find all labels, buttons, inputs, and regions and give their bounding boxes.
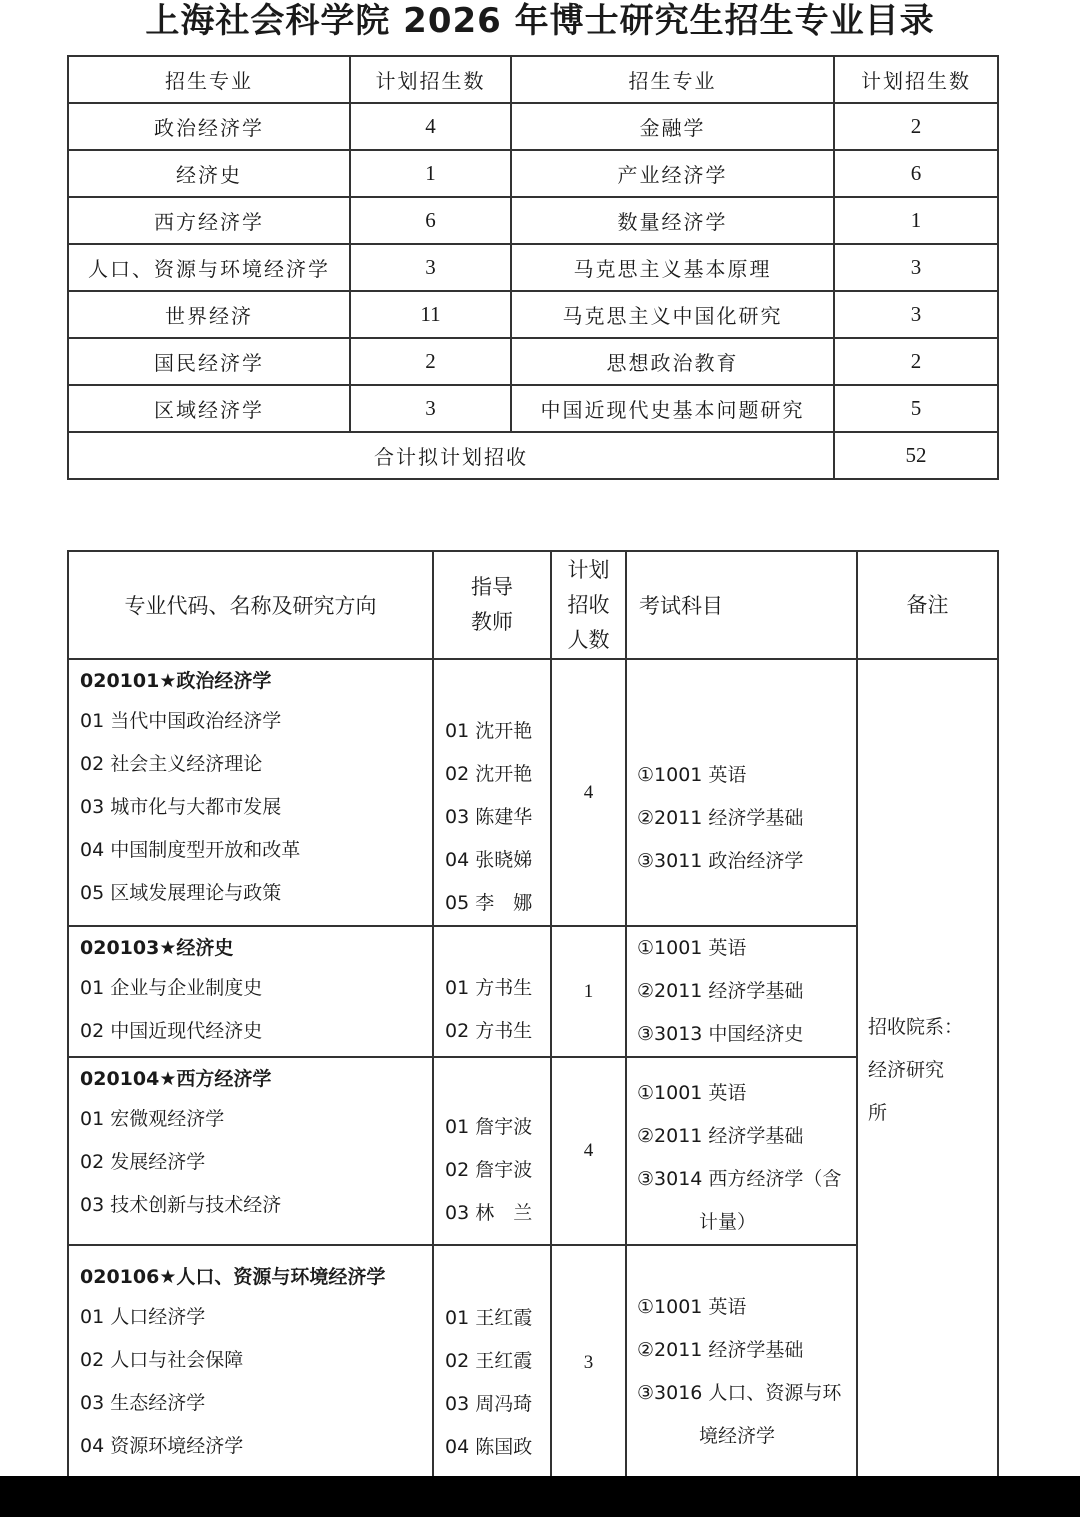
summary-header-row [68,56,998,103]
direction-item: 02 中国近现代经济史 [80,1020,263,1042]
advisor-item: 01 方书生 [445,977,533,999]
major-name: 产业经济学 [511,150,834,197]
section-row [68,659,998,926]
direction-item: 02 社会主义经济理论 [80,753,263,775]
major-name: 政治经济学 [68,103,350,150]
major-cell [68,1057,433,1245]
plan-count-cell: 4 [551,1057,626,1245]
summary-row [68,291,998,338]
plan-count: 2 [834,338,998,385]
exam-cell [626,659,857,926]
summary-row [68,244,998,291]
exam-item: ③3011 政治经济学 [637,850,804,872]
plan-count: 1 [834,197,998,244]
exam-cell [626,926,857,1057]
direction-item: 03 生态经济学 [80,1392,206,1414]
advisor-item: 02 王红霞 [445,1350,533,1372]
section-title: 020106★人口、资源与环境经济学 [80,1266,386,1288]
major-name: 西方经济学 [68,197,350,244]
advisor-item: 02 詹宇波 [445,1159,533,1181]
advisor-cell [433,1245,551,1481]
plan-count: 3 [834,244,998,291]
exam-item: ②2011 经济学基础 [637,1125,804,1147]
advisor-item: 04 张晓娣 [445,849,533,871]
advisor-cell [433,1057,551,1245]
section-title: 020103★经济史 [80,937,234,959]
direction-item: 01 当代中国政治经济学 [80,710,282,732]
plan-count: 5 [834,385,998,432]
summary-row [68,103,998,150]
direction-item: 02 发展经济学 [80,1151,206,1173]
exam-item: 计量） [699,1211,757,1233]
major-name: 金融学 [511,103,834,150]
major-name: 马克思主义中国化研究 [511,291,834,338]
major-name: 国民经济学 [68,338,350,385]
plan-count: 3 [350,385,511,432]
major-header: 专业代码、名称及研究方向 [68,551,433,659]
plan-count-cell: 1 [551,926,626,1057]
plan-count: 2 [350,338,511,385]
plan-count: 6 [350,197,511,244]
major-name: 马克思主义基本原理 [511,244,834,291]
advisor-item: 02 方书生 [445,1020,533,1042]
plan-header-line: 招收 [567,592,610,617]
plan-count: 3 [834,291,998,338]
section-title: 020104★西方经济学 [80,1068,272,1090]
exam-item: 境经济学 [699,1425,776,1447]
major-name: 数量经济学 [511,197,834,244]
advisor-item: 02 沈开艳 [445,763,533,785]
advisor-item: 05 李 娜 [445,892,533,914]
major-cell [68,1245,433,1481]
plan-count: 11 [350,291,511,338]
remark-line: 经济研究 [868,1058,945,1081]
major-name: 人口、资源与环境经济学 [68,244,350,291]
plan-count-cell: 4 [551,659,626,926]
exam-item: ①1001 英语 [637,937,747,959]
exam-item: ①1001 英语 [637,1296,747,1318]
advisor-item: 01 詹宇波 [445,1116,533,1138]
exam-item: ②2011 经济学基础 [637,1339,804,1361]
remark-cell [857,659,998,1481]
advisor-cell [433,659,551,926]
exam-item: ③3013 中国经济史 [637,1023,804,1045]
advisor-header-line: 指导 [471,575,513,599]
exam-item: ③3016 人口、资源与环 [637,1382,842,1404]
advisor-header [433,551,551,659]
total-label: 合计拟计划招收 [68,432,834,479]
exam-cell [626,1057,857,1245]
plan-count: 4 [350,103,511,150]
exam-item: ②2011 经济学基础 [637,980,804,1002]
advisor-cell [433,926,551,1057]
summary-header: 招生专业 [511,56,834,103]
detail-header-row [68,551,998,659]
summary-header: 招生专业 [68,56,350,103]
direction-item: 01 企业与企业制度史 [80,977,263,999]
summary-table [67,55,999,480]
summary-row [68,385,998,432]
plan-count-cell: 3 [551,1245,626,1481]
direction-item: 05 区域发展理论与政策 [80,882,282,904]
direction-item: 04 资源环境经济学 [80,1435,244,1457]
bottom-bar [0,1476,1080,1517]
plan-count: 2 [834,103,998,150]
detail-table [67,550,999,1482]
summary-row [68,197,998,244]
major-name: 中国近现代史基本问题研究 [511,385,834,432]
direction-item: 03 城市化与大都市发展 [80,796,282,818]
advisor-item: 03 周冯琦 [445,1393,533,1415]
advisor-item: 01 王红霞 [445,1307,533,1329]
direction-item: 04 中国制度型开放和改革 [80,839,301,861]
direction-item: 01 宏微观经济学 [80,1108,225,1130]
summary-header: 计划招生数 [834,56,998,103]
page-title: 上海社会科学院 2026 年博士研究生招生专业目录 [145,1,935,41]
plan-header-line: 人数 [567,627,610,652]
advisor-item: 01 沈开艳 [445,720,533,742]
major-name: 区域经济学 [68,385,350,432]
advisor-header-line: 教师 [471,610,513,634]
direction-item: 02 人口与社会保障 [80,1349,244,1371]
exam-item: ①1001 英语 [637,1082,747,1104]
remark-header: 备注 [857,551,998,659]
plan-count: 6 [834,150,998,197]
direction-item: 01 人口经济学 [80,1306,206,1328]
total-value: 52 [834,432,998,479]
advisor-item: 03 林 兰 [445,1202,533,1224]
plan-count: 1 [350,150,511,197]
exam-header: 考试科目 [626,551,857,659]
direction-item: 03 技术创新与技术经济 [80,1194,282,1216]
major-name: 世界经济 [68,291,350,338]
summary-header: 计划招生数 [350,56,511,103]
major-name: 经济史 [68,150,350,197]
summary-row [68,338,998,385]
exam-item: ②2011 经济学基础 [637,807,804,829]
summary-total-row [68,432,998,479]
major-name: 思想政治教育 [511,338,834,385]
section-title: 020101★政治经济学 [80,670,272,692]
major-cell [68,659,433,926]
advisor-item: 03 陈建华 [445,806,533,828]
exam-item: ①1001 英语 [637,764,747,786]
remark-line: 所 [868,1101,888,1124]
remark-line: 招收院系： [868,1015,964,1038]
advisor-item: 04 陈国政 [445,1436,533,1458]
summary-row [68,150,998,197]
plan-header-line: 计划 [567,557,610,582]
exam-item: ③3014 西方经济学（含 [637,1168,842,1190]
plan-count: 3 [350,244,511,291]
exam-cell [626,1245,857,1481]
plan-header [551,551,626,659]
major-cell [68,926,433,1057]
